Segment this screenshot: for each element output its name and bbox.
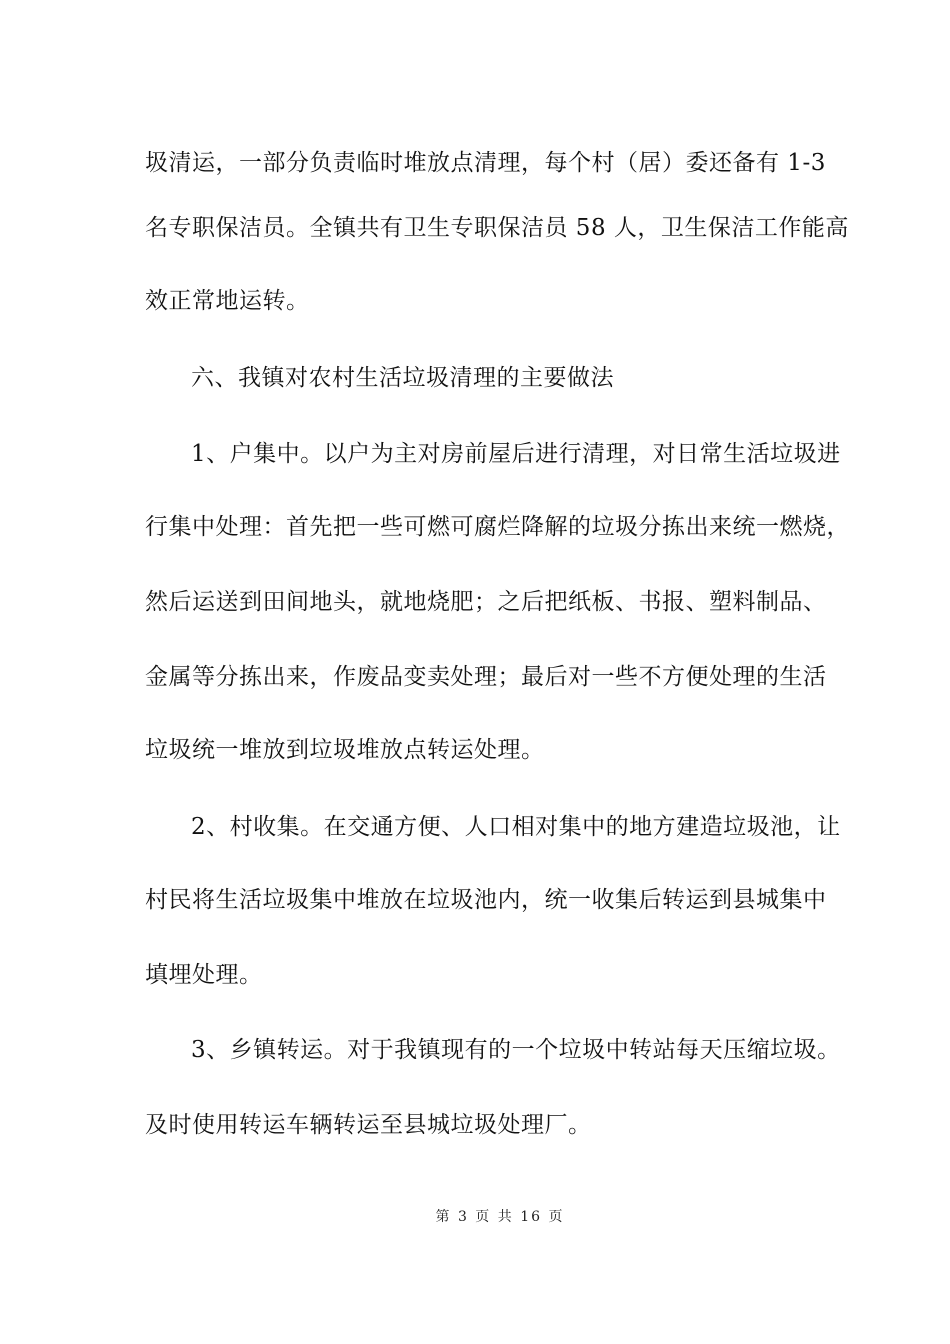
paragraph-line: 名专职保洁员。全镇共有卫生专职保洁员 58 人，卫生保洁工作能高 <box>145 215 849 241</box>
paragraph-line: 金属等分拣出来，作废品变卖处理；最后对一些不方便处理的生活 <box>145 664 827 690</box>
paragraph-line: 垃圾统一堆放到垃圾堆放点转运处理。 <box>145 737 545 763</box>
paragraph-line: 及时使用转运车辆转运至县城垃圾处理厂。 <box>145 1112 592 1138</box>
paragraph-line: 填埋处理。 <box>145 962 263 988</box>
section-heading: 六、我镇对农村生活垃圾清理的主要做法 <box>191 365 614 391</box>
paragraph-line: 1、户集中。以户为主对房前屋后进行清理，对日常生活垃圾进 <box>191 441 841 467</box>
paragraph-line: 效正常地运转。 <box>145 288 310 314</box>
paragraph-line: 2、村收集。在交通方便、人口相对集中的地方建造垃圾池，让 <box>191 814 841 840</box>
paragraph-line: 3、乡镇转运。对于我镇现有的一个垃圾中转站每天压缩垃圾。 <box>191 1037 841 1063</box>
paragraph-line: 然后运送到田间地头，就地烧肥；之后把纸板、书报、塑料制品、 <box>145 589 827 615</box>
paragraph-line: 圾清运，一部分负责临时堆放点清理，每个村（居）委还备有 1-3 <box>145 150 826 176</box>
paragraph-line: 行集中处理：首先把一些可燃可腐烂降解的垃圾分拣出来统一燃烧， <box>145 514 850 540</box>
page-number: 第 3 页 共 16 页 <box>435 1209 565 1225</box>
paragraph-line: 村民将生活垃圾集中堆放在垃圾池内，统一收集后转运到县城集中 <box>145 887 827 913</box>
